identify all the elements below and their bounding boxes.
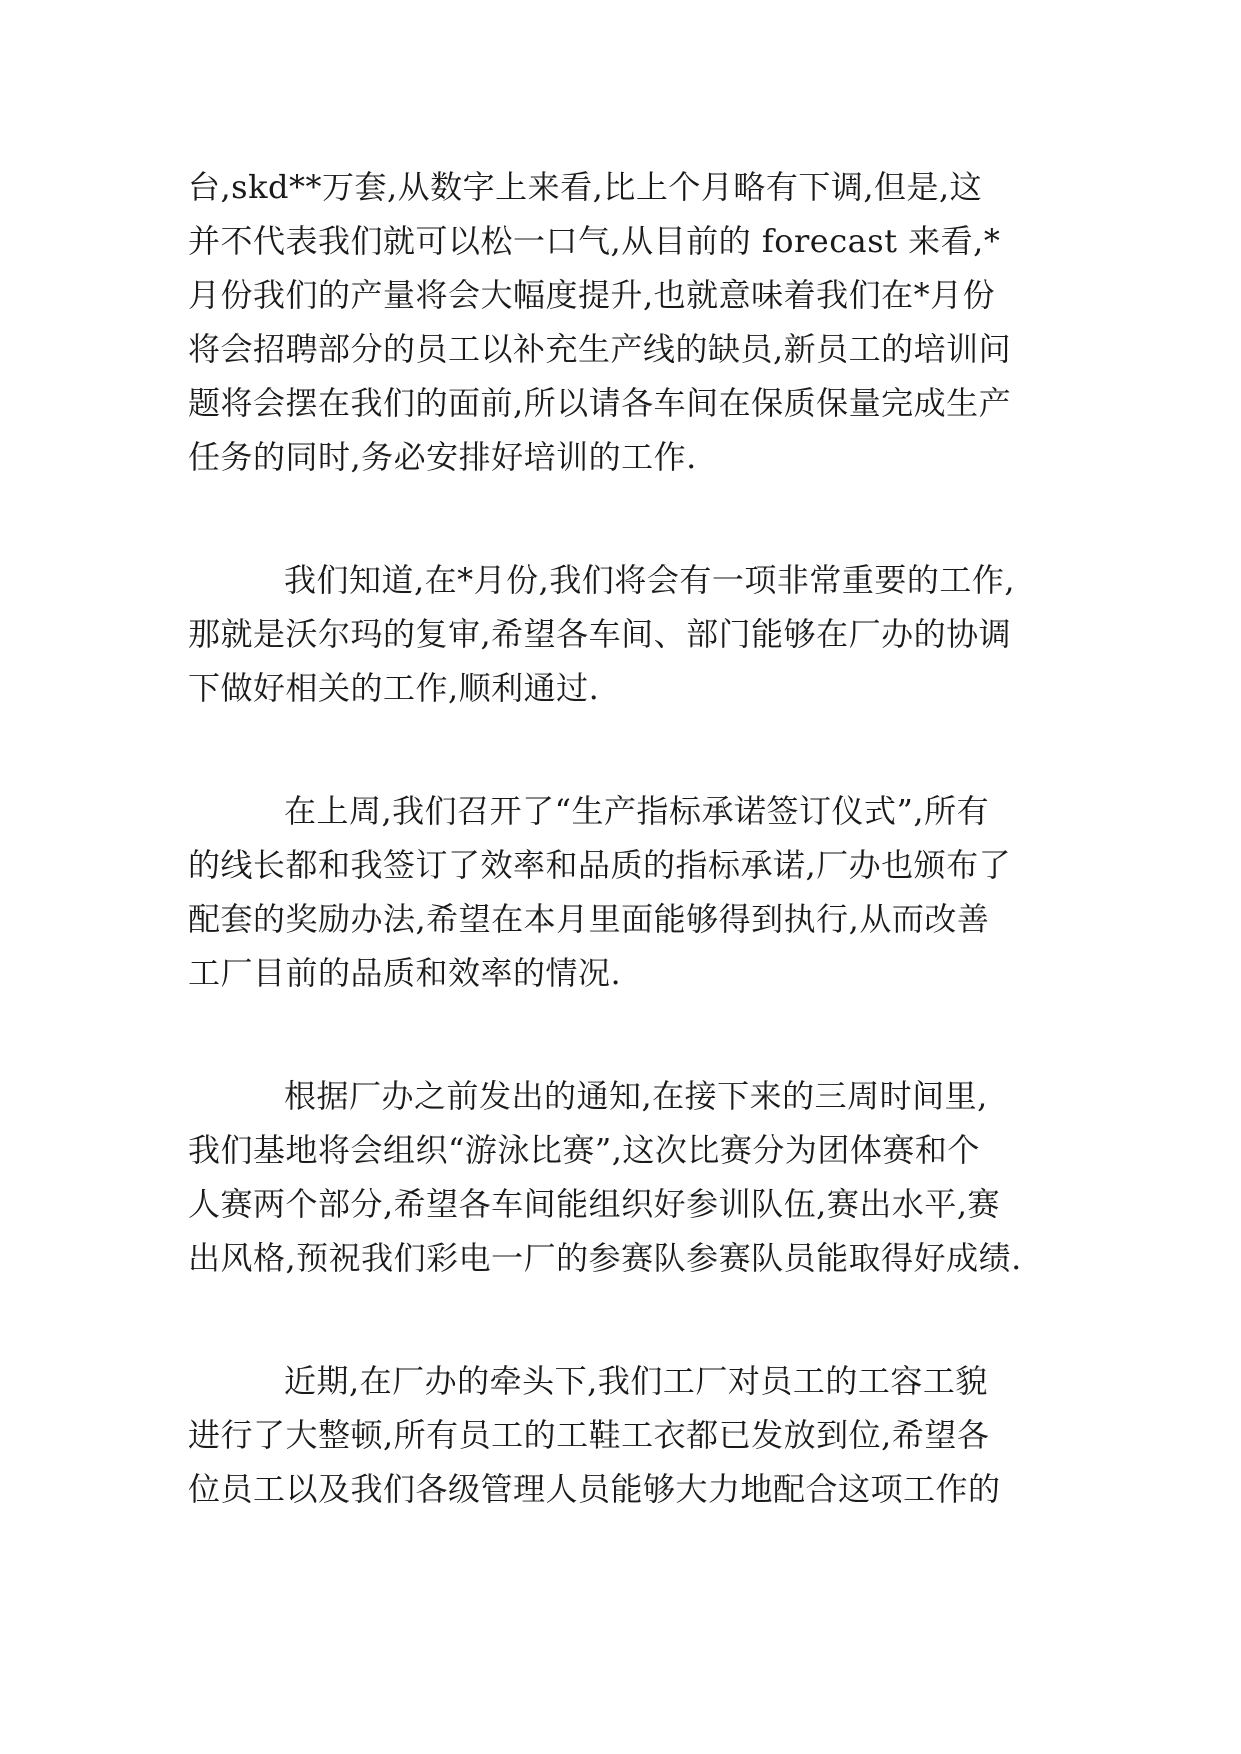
paragraph-production-forecast: [188, 160, 1058, 484]
text-line: 任务的同时,务必安排好培训的工作.: [188, 438, 697, 476]
text-line: 题将会摆在我们的面前,所以请各车间在保质保量完成生产: [188, 384, 1012, 422]
text-line: 我们知道,在*月份,我们将会有一项非常重要的工作,: [284, 561, 1016, 599]
text-line: 我们基地将会组织“游泳比赛”,这次比赛分为团体赛和个: [188, 1131, 980, 1169]
paragraph-commitment-ceremony: [188, 784, 1058, 1000]
text-line: 近期,在厂办的牵头下,我们工厂对员工的工容工貌: [284, 1362, 988, 1400]
text-line: 台,skd**万套,从数字上来看,比上个月略有下调,但是,这: [188, 168, 983, 206]
text-line: 在上周,我们召开了“生产指标承诺签订仪式”,所有: [284, 792, 990, 830]
text-line: 进行了大整顿,所有员工的工鞋工衣都已发放到位,希望各: [188, 1416, 990, 1454]
text-line: 配套的奖励办法,希望在本月里面能够得到执行,从而改善: [188, 900, 990, 938]
text-line: 那就是沃尔玛的复审,希望各车间、部门能够在厂办的协调: [188, 615, 1012, 653]
document-body: [188, 160, 1058, 1516]
text-line: 根据厂办之前发出的通知,在接下来的三周时间里,: [284, 1077, 988, 1115]
text-line: 月份我们的产量将会大幅度提升,也就意味着我们在*月份: [188, 276, 996, 314]
text-line: 出风格,预祝我们彩电一厂的参赛队参赛队员能取得好成绩.: [188, 1239, 1022, 1277]
paragraph-swimming-competition: [188, 1069, 1058, 1285]
text-line: 工厂目前的品质和效率的情况.: [188, 954, 622, 992]
text-line: 将会招聘部分的员工以补充生产线的缺员,新员工的培训问: [188, 330, 1012, 368]
text-line: 人赛两个部分,希望各车间能组织好参训队伍,赛出水平,赛: [188, 1185, 1001, 1223]
paragraph-staff-appearance: [188, 1354, 1058, 1516]
text-line: 的线长都和我签订了效率和品质的指标承诺,厂办也颁布了: [188, 846, 1012, 884]
text-line: 下做好相关的工作,顺利通过.: [188, 669, 600, 707]
text-line: 并不代表我们就可以松一口气,从目前的 forecast 来看,*: [188, 222, 1001, 260]
text-line: 位员工以及我们各级管理人员能够大力地配合这项工作的: [188, 1470, 1001, 1508]
paragraph-walmart-review: [188, 553, 1058, 715]
